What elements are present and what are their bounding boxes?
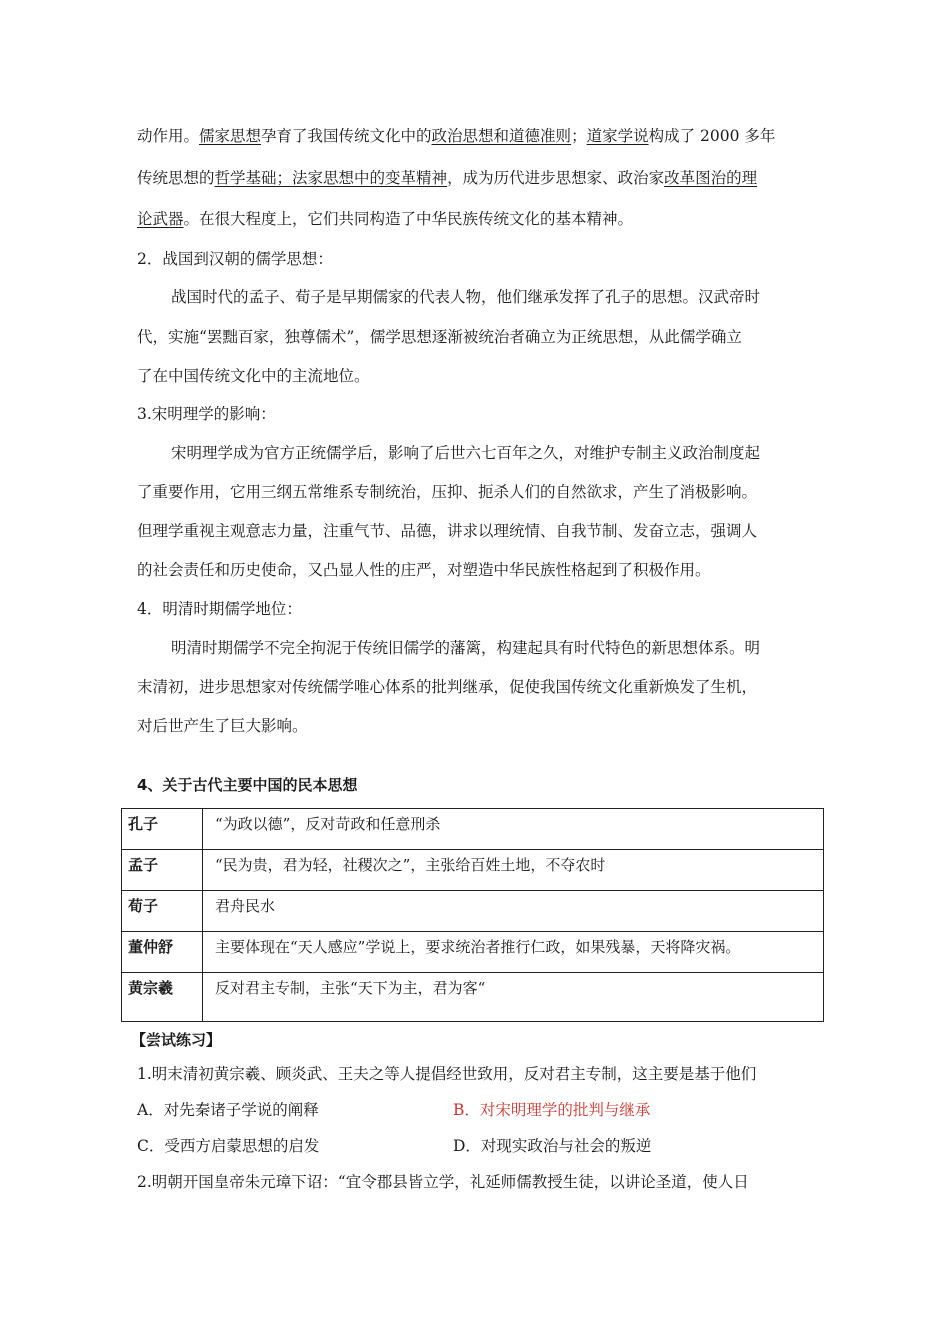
thinker-name: 孔子 — [122, 809, 203, 850]
practice-heading: 【尝试练习】 — [131, 1031, 222, 1049]
section-3-line: 宋明理学成为官方正统儒学后，影响了后世六七百年之久，对维护专制主义政治制度起 — [171, 444, 761, 462]
option-d: D．对现实政治与社会的叛逆 — [453, 1137, 652, 1155]
text-span: ，成为历代进步思想家、政治家 — [447, 169, 665, 187]
underlined-term: ； — [276, 169, 293, 187]
table-heading: 4、关于古代主要中国的民本思想 — [137, 776, 358, 794]
section-2-heading: 2．战国到汉朝的儒学思想： — [137, 250, 333, 268]
table-row — [122, 891, 824, 932]
option-b-answer: B．对宋明理学的批判与继承 — [453, 1101, 651, 1119]
text-span: 孕育了我国传统文化中的 — [261, 127, 432, 145]
thought-content: “为政以德”，反对苛政和任意刑杀 — [203, 809, 824, 850]
intro-line-3 — [137, 200, 827, 239]
section-3-heading: 3.宋明理学的影响： — [137, 405, 276, 423]
section-4-line: 末清初，进步思想家对传统儒学唯心体系的批判继承，促使我国传统文化重新焕发了生机， — [137, 678, 758, 696]
thinker-name: 董仲舒 — [122, 932, 203, 973]
minben-thought-table — [121, 808, 824, 1022]
text-span: 传统思想的 — [137, 169, 215, 187]
underlined-term: 儒家思想 — [199, 127, 262, 145]
text-span: 动作用。 — [137, 127, 200, 145]
underlined-term: 论武器 — [137, 210, 184, 228]
section-4-line: 明清时期儒学不完全拘泥于传统旧儒学的藩篱，构建起具有时代特色的新思想体系。明 — [171, 639, 761, 657]
section-2-line: 代，实施“罢黜百家，独尊儒术”，儒学思想逐渐被统治者确立为正统思想，从此儒学确立 — [137, 328, 742, 346]
option-a: A．对先秦诸子学说的阐释 — [137, 1101, 319, 1119]
underlined-term: 道家学说 — [586, 127, 649, 145]
underlined-term: 政治思想和道德准则 — [431, 127, 572, 145]
thinker-name: 孟子 — [122, 850, 203, 891]
section-2-line: 战国时代的孟子、荀子是早期儒家的代表人物，他们继承发挥了孔子的思想。汉武帝时 — [171, 288, 761, 306]
section-3-line: 但理学重视主观意志力量，注重气节、品德，讲求以理统情、自我节制、发奋立志，强调人 — [137, 522, 758, 540]
text-span: ； — [571, 127, 587, 145]
table-row — [122, 850, 824, 891]
section-3-line: 了重要作用，它用三纲五常维系专制统治，压抑、扼杀人们的自然欲求，产生了消极影响。 — [137, 483, 758, 501]
intro-line-1 — [137, 117, 827, 156]
intro-line-2 — [137, 159, 827, 198]
thought-content: 反对君主专制，主张“天下为主，君为客“ — [203, 973, 824, 1022]
thought-content: “民为贵，君为轻，社稷次之”，主张给百姓土地，不夺农时 — [203, 850, 824, 891]
section-3-line: 的社会责任和历史使命，又凸显人性的庄严，对塑造中华民族性格起到了积极作用。 — [137, 561, 711, 579]
section-4-line: 对后世产生了巨大影响。 — [137, 717, 308, 735]
table-row — [122, 973, 824, 1022]
underlined-term: 改革图治的理 — [664, 169, 758, 187]
question-1: 1.明末清初黄宗羲、顾炎武、王夫之等人提倡经世致用，反对君主专制，这主要是基于他们 — [137, 1065, 757, 1083]
section-2-line: 了在中国传统文化中的主流地位。 — [137, 367, 370, 385]
thought-content: 君舟民水 — [203, 891, 824, 932]
question-2: 2.明朝开国皇帝朱元璋下诏：“宜令郡县皆立学，礼延师儒教授生徒，以讲论圣道，使人日 — [137, 1173, 749, 1191]
option-c: C．受西方启蒙思想的启发 — [137, 1137, 320, 1155]
table-row — [122, 932, 824, 973]
text-span: 。在很大程度上，它们共同构造了中华民族传统文化的基本精神。 — [183, 210, 634, 228]
table-row — [122, 809, 824, 850]
thinker-name: 黄宗羲 — [122, 973, 203, 1022]
text-span: 构成了 2000 多年 — [648, 127, 776, 145]
thinker-name: 荀子 — [122, 891, 203, 932]
underlined-term: 哲学基础 — [214, 169, 277, 187]
section-4-heading: 4．明清时期儒学地位： — [137, 600, 302, 618]
thought-content: 主要体现在“天人感应”学说上，要求统治者推行仁政，如果残暴，天将降灾祸。 — [203, 932, 824, 973]
underlined-term: 法家思想中的变革精神 — [292, 169, 448, 187]
